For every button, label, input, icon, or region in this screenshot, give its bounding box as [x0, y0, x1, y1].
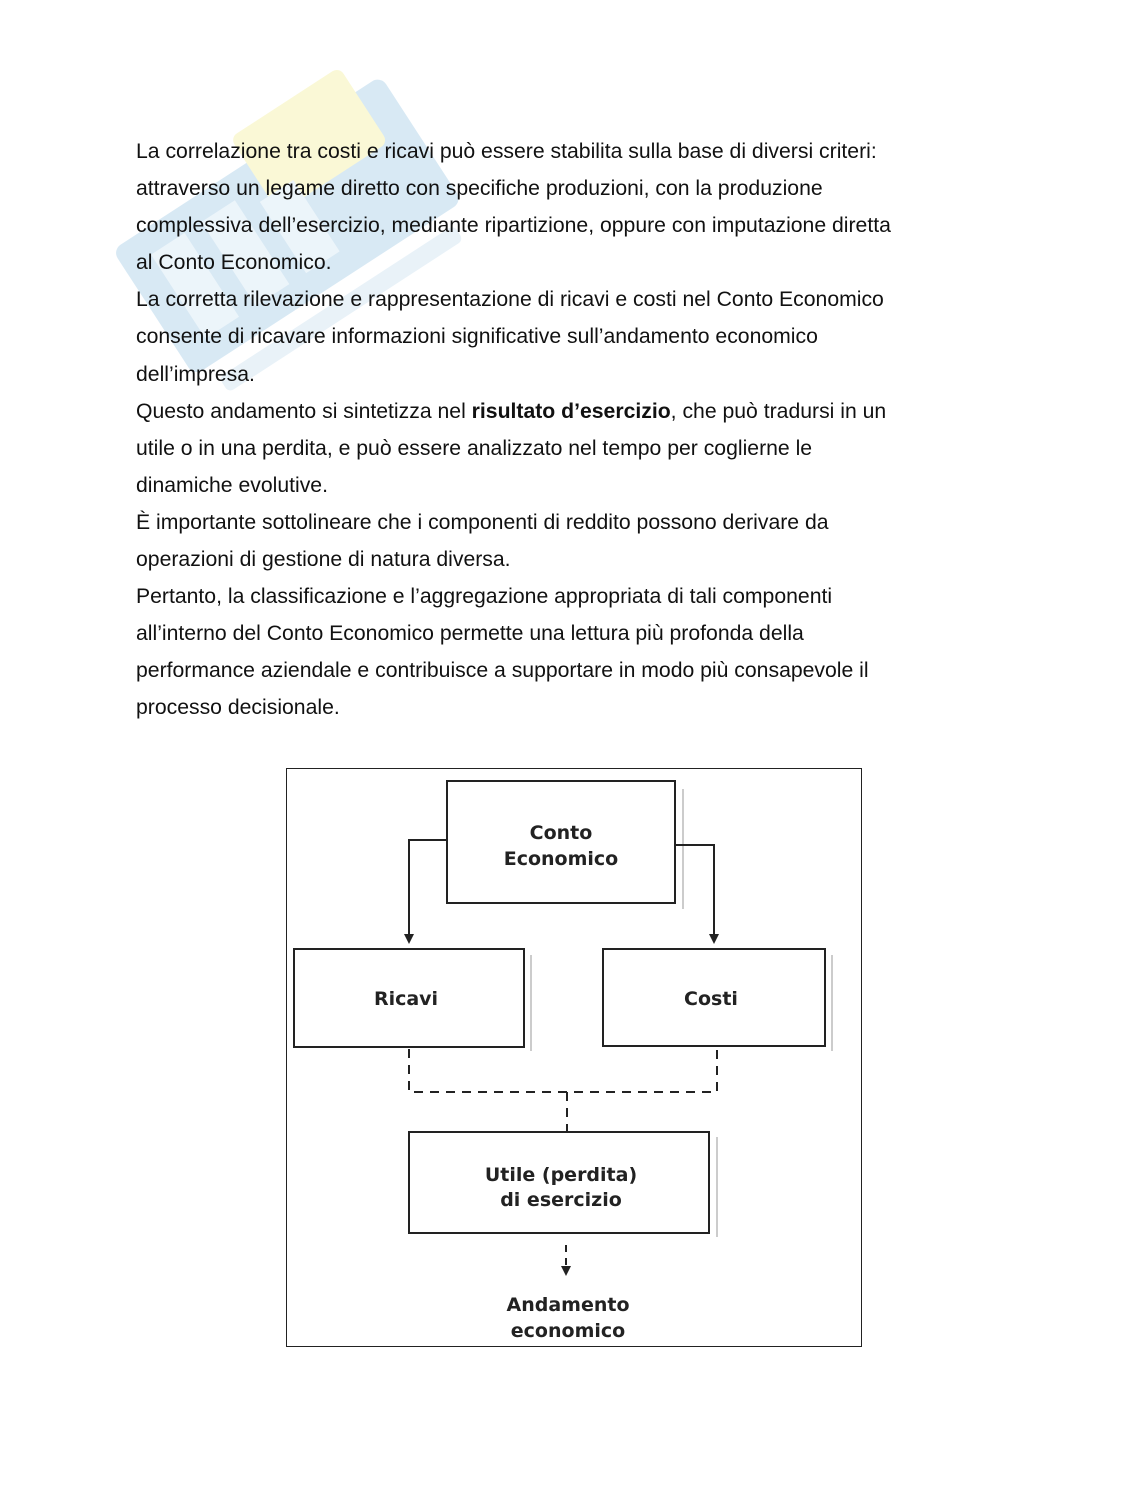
arrow-to-costi	[675, 845, 714, 939]
text-line: processo decisionale.	[136, 696, 340, 720]
paragraph-5	[136, 578, 1026, 726]
label-economico-result: economico	[510, 1320, 626, 1342]
label-conto: Conto	[529, 822, 593, 844]
text-line: dinamiche evolutive.	[136, 473, 328, 497]
text-line: all’interno del Conto Economico permette una lettura più profonda della	[136, 622, 804, 646]
node-costi	[603, 949, 832, 1051]
text-line: È importante sottolineare che i componenti di reddito possono derivare da	[136, 510, 829, 534]
dashed-merge-line	[409, 1049, 717, 1092]
text-line: performance aziendale e contribuisce a supportare in modo più consapevole il	[136, 659, 869, 683]
paragraph-2	[136, 281, 1026, 392]
label-ricavi: Ricavi	[373, 988, 439, 1010]
label-andamento: Andamento	[506, 1294, 630, 1316]
paragraph-3	[136, 393, 1026, 504]
arrow-to-ricavi	[409, 840, 447, 939]
label-costi: Costi	[684, 988, 738, 1010]
text-line: complessiva dell’esercizio, mediante ripartizione, oppure con imputazione diretta	[136, 214, 891, 238]
bold-term: risultato d’esercizio	[471, 399, 671, 423]
node-utile	[409, 1132, 717, 1237]
text-line: dell’impresa.	[136, 362, 255, 386]
diagram-canvas	[287, 769, 863, 1348]
label-economico: Economico	[503, 848, 619, 870]
body-text	[136, 133, 1026, 727]
paragraph-4	[136, 504, 1026, 578]
text-line: attraverso un legame diretto con specifiche produzioni, con la produzione	[136, 177, 823, 201]
text-line-start: Questo andamento si sintetizza nel	[136, 399, 472, 423]
text-line: Pertanto, la classificazione e l’aggregazione appropriata di tali componenti	[136, 585, 833, 609]
text-line: al Conto Economico.	[136, 251, 332, 275]
label-utile: Utile (perdita)	[484, 1164, 638, 1186]
text-line: La correlazione tra costi e ricavi può essere stabilita sulla base di diversi criteri:	[136, 140, 877, 163]
text-line: operazioni di gestione di natura diversa.	[136, 548, 511, 572]
text-line: utile o in una perdita, e può essere analizzato nel tempo per coglierne le	[136, 436, 813, 460]
label-di-esercizio: di esercizio	[500, 1189, 622, 1211]
node-ricavi	[294, 949, 531, 1051]
node-conto-economico	[447, 781, 683, 909]
dashed-connectors	[409, 1049, 717, 1131]
text-line-end: , che può tradursi in un	[670, 399, 887, 423]
text-line: consente di ricavare informazioni significative sull’andamento economico	[136, 325, 818, 349]
income-statement-diagram	[286, 768, 862, 1347]
text-line: La corretta rilevazione e rappresentazione di ricavi e costi nel Conto Economico	[136, 288, 884, 312]
paragraph-1	[136, 133, 1026, 281]
